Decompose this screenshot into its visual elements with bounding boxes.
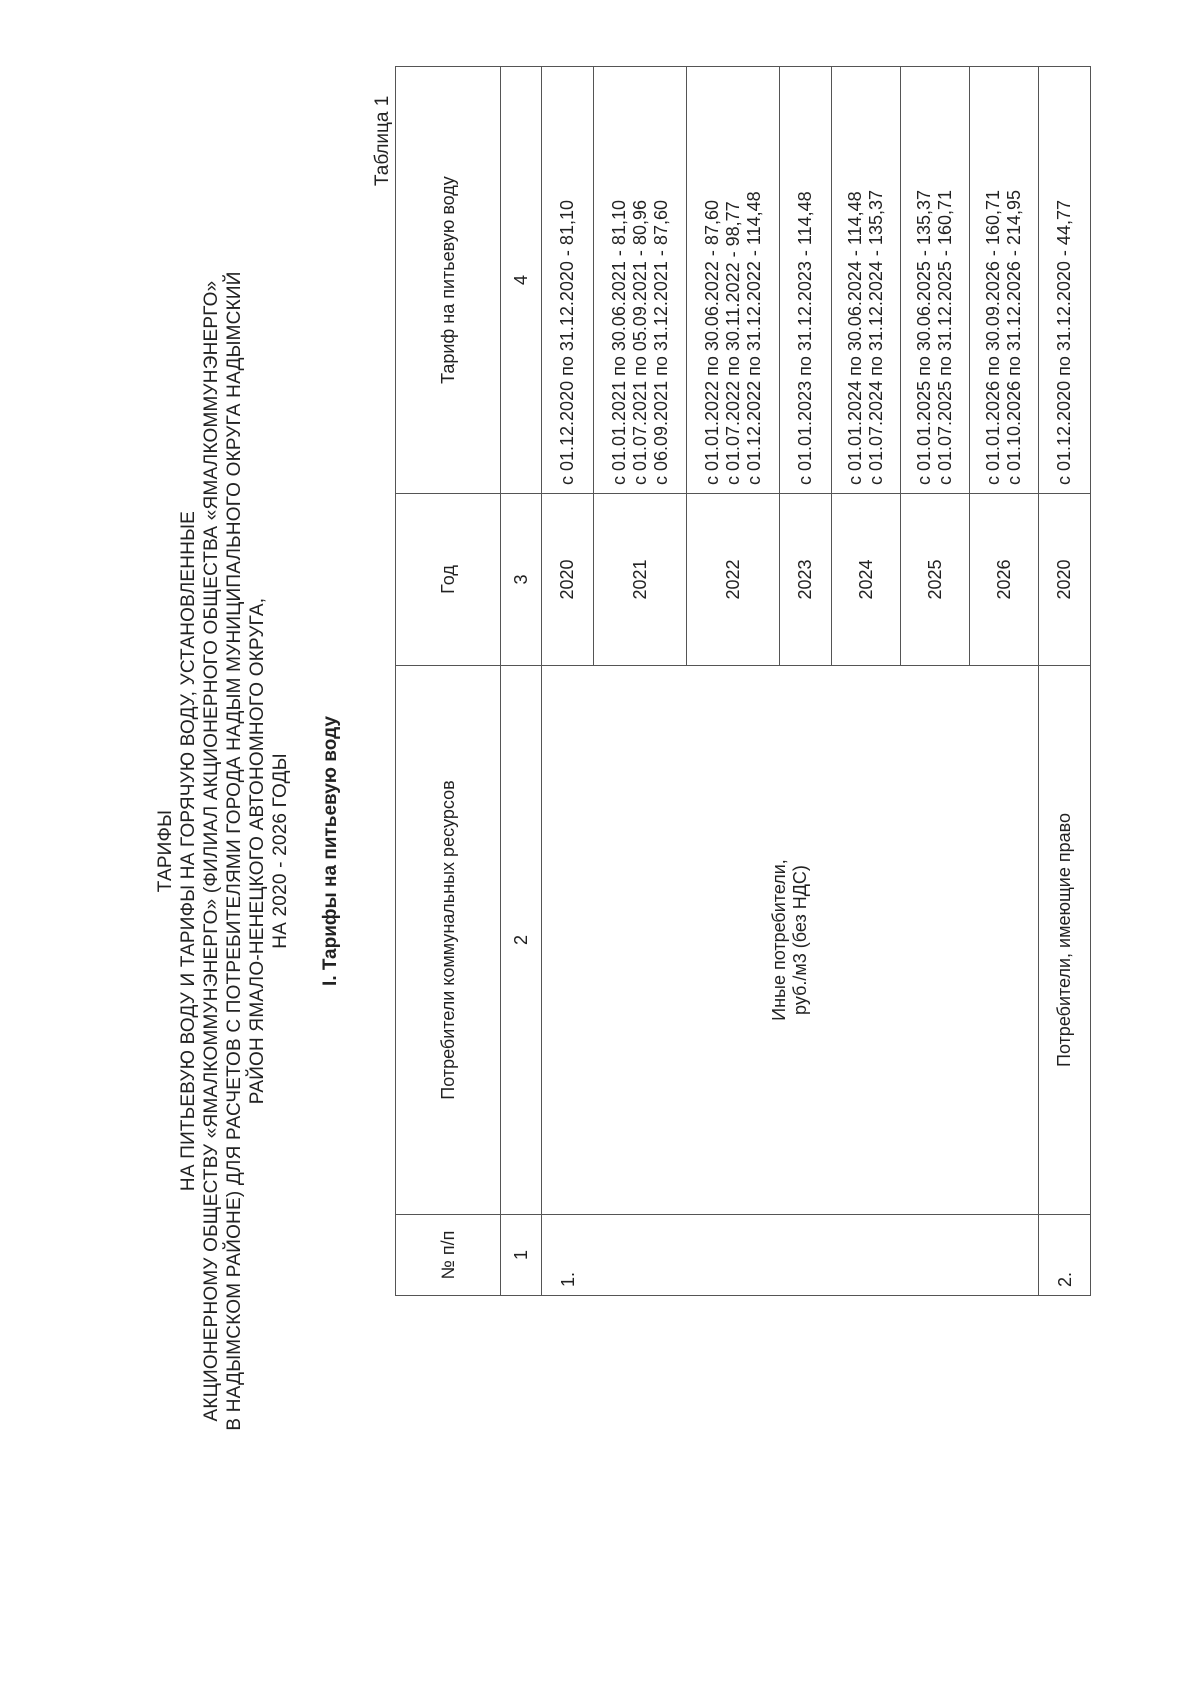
period-line: с 01.01.2025 по 30.06.2025 - 135,37: [914, 190, 934, 485]
year-cell: 2021: [594, 494, 687, 666]
colnum-3: 3: [501, 494, 542, 666]
header-line-6: НА 2020 - 2026 ГОДЫ: [270, 753, 291, 949]
period-line: с 01.01.2024 по 30.06.2024 - 114,48: [845, 191, 865, 485]
tariff-cell: [1039, 67, 1091, 494]
header-num: № п/п: [396, 1215, 501, 1296]
group1-num: 1.: [542, 1215, 1039, 1296]
year-cell: 2024: [832, 494, 901, 666]
table-label: Таблица 1: [372, 95, 393, 186]
period-line: с 01.01.2023 по 31.12.2023 - 114,48: [795, 191, 815, 485]
year-cell: 2022: [687, 494, 780, 666]
period-line: с 01.12.2022 по 31.12.2022 - 114,48: [743, 191, 764, 485]
period-line: с 01.01.2026 по 30.09.2026 - 160,71: [983, 190, 1003, 485]
tariff-cell: [970, 67, 1039, 494]
group2-num: 2.: [1039, 1215, 1091, 1296]
colnum-4: 4: [501, 67, 542, 494]
column-number-row: [501, 67, 542, 1296]
rotated-content: [0, 1, 1200, 1701]
period-line: с 01.01.2021 по 30.06.2021 - 81,10: [608, 200, 629, 485]
year-cell: 2026: [970, 494, 1039, 666]
table-row: [1039, 67, 1091, 1296]
header-consumers: Потребители коммунальных ресурсов: [396, 666, 501, 1215]
period-line: с 01.10.2026 по 31.12.2026 - 214,95: [1004, 190, 1024, 485]
group2-consumer: Потребители, имеющие право: [1039, 666, 1091, 1215]
period-line: с 01.01.2022 по 30.06.2022 - 87,60: [701, 200, 722, 485]
period-line: с 01.07.2022 по 30.11.2022 - 98,77: [722, 201, 743, 485]
period-line: с 01.07.2021 по 05.09.2021 - 80,96: [629, 200, 650, 485]
tariff-cell: [901, 67, 970, 494]
period-line: с 06.09.2021 по 31.12.2021 - 87,60: [650, 200, 671, 485]
period-line: с 01.07.2025 по 31.12.2025 - 160,71: [935, 190, 955, 485]
period-line: с 01.12.2020 по 31.12.2020 - 44,77: [1054, 200, 1074, 485]
year-cell: 2023: [780, 494, 832, 666]
section-title: I. Тарифы на питьевую воду: [320, 716, 341, 986]
colnum-2: 2: [501, 666, 542, 1215]
header-year: Год: [396, 494, 501, 666]
tariff-cell: [687, 67, 780, 494]
table-row: [542, 67, 594, 1296]
group1-consumer-line1: Иные потребители,: [769, 859, 789, 1021]
year-cell: 2020: [1039, 494, 1091, 666]
year-cell: 2025: [901, 494, 970, 666]
tariff-table: [395, 66, 1091, 1296]
colnum-1: 1: [501, 1215, 542, 1296]
header-line-3: АКЦИОНЕРНОМУ ОБЩЕСТВУ «ЯМАЛКОММУНЭНЕРГО» (ФИЛИАЛ АКЦИОНЕРНОГО ОБЩЕСТВА «ЯМАЛКОММУНЭНЕРГО»: [201, 280, 222, 1422]
year-cell: 2020: [542, 494, 594, 666]
period-line: с 01.12.2020 по 31.12.2020 - 81,10: [557, 200, 577, 485]
tariff-cell: [832, 67, 901, 494]
table-header-row: [396, 67, 501, 1296]
group1-consumer-line2: руб./м3 (без НДС): [790, 865, 810, 1015]
tariff-cell: [594, 67, 687, 494]
header-line-2: НА ПИТЬЕВУЮ ВОДУ И ТАРИФЫ НА ГОРЯЧУЮ ВОДУ, УСТАНОВЛЕННЫЕ: [178, 510, 199, 1192]
period-line: с 01.07.2024 по 31.12.2024 - 135,37: [866, 190, 886, 485]
group1-consumer: [542, 666, 1039, 1215]
header-tariff: Тариф на питьевую воду: [396, 67, 501, 494]
header-line-4: В НАДЫМСКОМ РАЙОНЕ) ДЛЯ РАСЧЕТОВ С ПОТРЕБИТЕЛЯМИ ГОРОДА НАДЫМ МУНИЦИПАЛЬНОГО ОКРУГА НАДЫМСКИЙ: [224, 271, 245, 1431]
header-line-1: ТАРИФЫ: [155, 809, 176, 893]
header-line-5: РАЙОН ЯМАЛО-НЕНЕЦКОГО АВТОНОМНОГО ОКРУГА,: [247, 597, 268, 1105]
tariff-cell: [780, 67, 832, 494]
tariff-cell: [542, 67, 594, 494]
